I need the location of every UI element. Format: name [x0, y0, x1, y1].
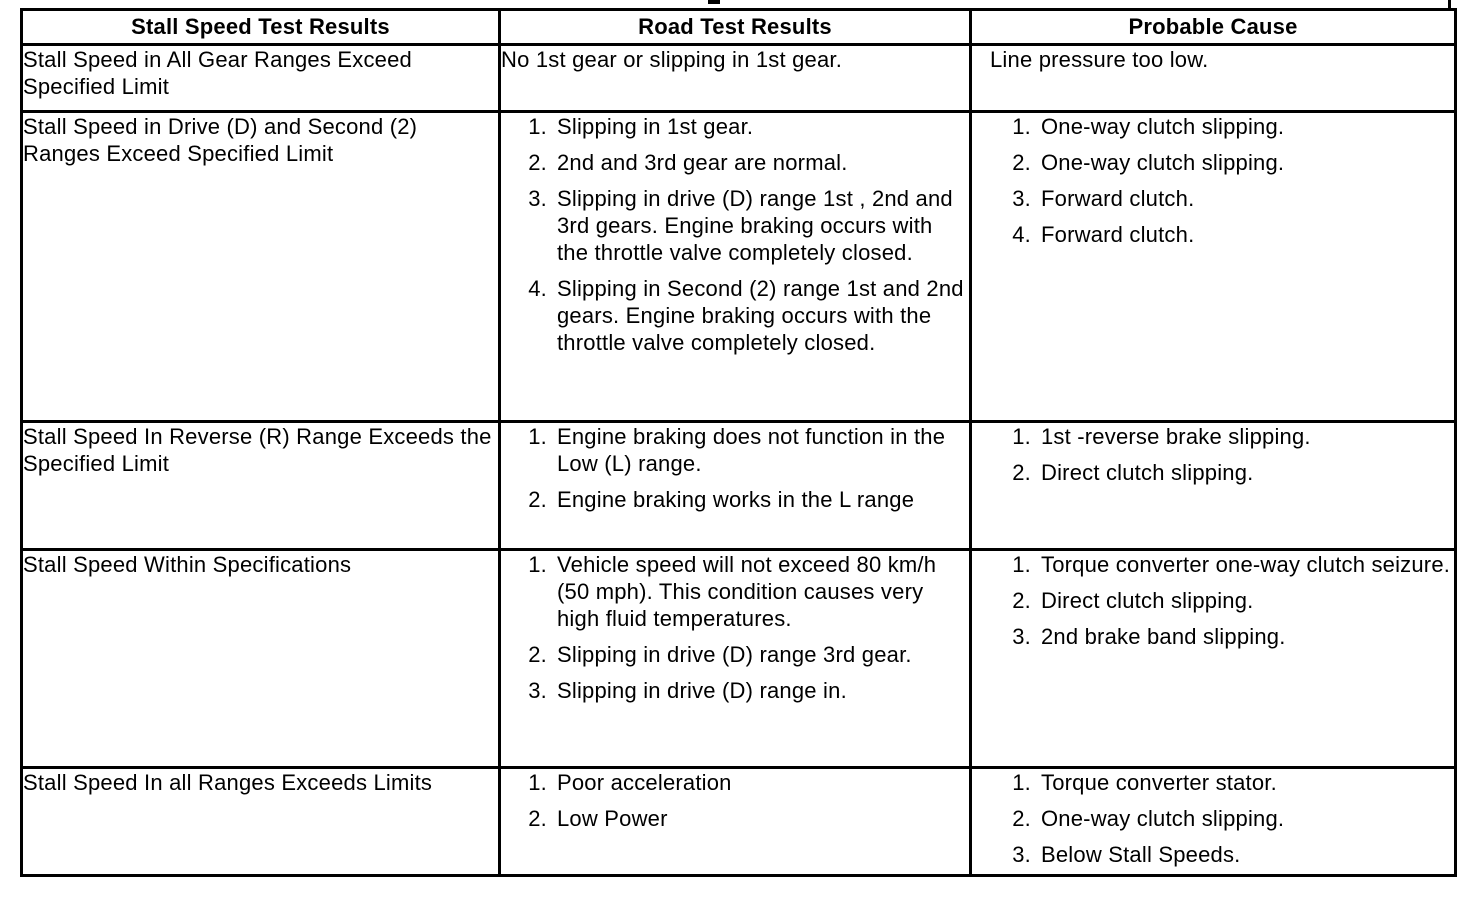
condition-cell: Stall Speed Within Specifications: [22, 550, 500, 768]
list-item: 2. Direct clutch slipping.: [1012, 588, 1254, 613]
probable-cause-cell: Line pressure too low.: [971, 45, 1456, 112]
condition-cell: Stall Speed In Reverse (R) Range Exceeds the Specified Limit: [22, 422, 500, 550]
list-item: 1. Engine braking does not function in the Low (L) range.: [528, 424, 946, 476]
list-item: 3. Slipping in drive (D) range in.: [528, 678, 847, 703]
list-item: 3. Slipping in drive (D) range 1st , 2nd and 3rd gears. Engine braking occurs with the throttle valve completely closed.: [528, 186, 953, 265]
probable-cause-cell: [971, 768, 1456, 876]
list-item: 2. 2nd and 3rd gear are normal.: [528, 150, 848, 175]
road-test-cell: [500, 768, 971, 876]
probable-cause-cell: [971, 422, 1456, 550]
table-row: [22, 768, 1456, 876]
header-probable-cause: Probable Cause: [971, 10, 1456, 45]
list-item: 1. One-way clutch slipping.: [1012, 114, 1285, 139]
header-stall-speed-test-results: Stall Speed Test Results: [22, 10, 500, 45]
list-item: 1. Vehicle speed will not exceed 80 km/h (50 mph). This condition causes very high fluid temperatures.: [528, 552, 937, 631]
list-item: 3. Forward clutch.: [1012, 186, 1195, 211]
road-test-cell: [500, 422, 971, 550]
list-item: 1. Torque converter stator.: [1012, 770, 1277, 795]
list-item: 2. Direct clutch slipping.: [1012, 460, 1254, 485]
list-item: 1. Poor acceleration: [528, 770, 732, 795]
header-road-test-results: Road Test Results: [500, 10, 971, 45]
road-test-cell: [500, 550, 971, 768]
header-row: [22, 10, 1456, 45]
condition-cell: Stall Speed in All Gear Ranges Exceed Specified Limit: [22, 45, 500, 112]
stall-speed-diagnosis-table: [20, 8, 1457, 877]
list-item: 1. Slipping in 1st gear.: [528, 114, 754, 139]
probable-cause-cell: [971, 550, 1456, 768]
list-item: 2. One-way clutch slipping.: [1012, 150, 1285, 175]
cropped-title-mark: [708, 0, 720, 4]
table-row: [22, 112, 1456, 422]
condition-cell: Stall Speed in Drive (D) and Second (2) Ranges Exceed Specified Limit: [22, 112, 500, 422]
road-test-cell: No 1st gear or slipping in 1st gear.: [500, 45, 971, 112]
table-row: [22, 45, 1456, 112]
cropped-border-mark: [1448, 0, 1451, 8]
list-item: 4. Slipping in Second (2) range 1st and 2nd gears. Engine braking occurs with the throttle valve completely closed.: [528, 276, 964, 355]
probable-cause-cell: [971, 112, 1456, 422]
list-item: 2. Low Power: [528, 806, 668, 831]
list-item: 3. 2nd brake band slipping.: [1012, 624, 1286, 649]
list-item: 1. 1st -reverse brake slipping.: [1012, 424, 1311, 449]
condition-cell: Stall Speed In all Ranges Exceeds Limits: [22, 768, 500, 876]
list-item: 2. One-way clutch slipping.: [1012, 806, 1285, 831]
table-row: [22, 550, 1456, 768]
list-item: 1. Torque converter one-way clutch seizure.: [1012, 552, 1451, 577]
table-row: [22, 422, 1456, 550]
list-item: 4. Forward clutch.: [1012, 222, 1195, 247]
list-item: 2. Slipping in drive (D) range 3rd gear.: [528, 642, 912, 667]
list-item: 3. Below Stall Speeds.: [1012, 842, 1241, 867]
road-test-cell: [500, 112, 971, 422]
list-item: 2. Engine braking works in the L range: [528, 487, 915, 512]
